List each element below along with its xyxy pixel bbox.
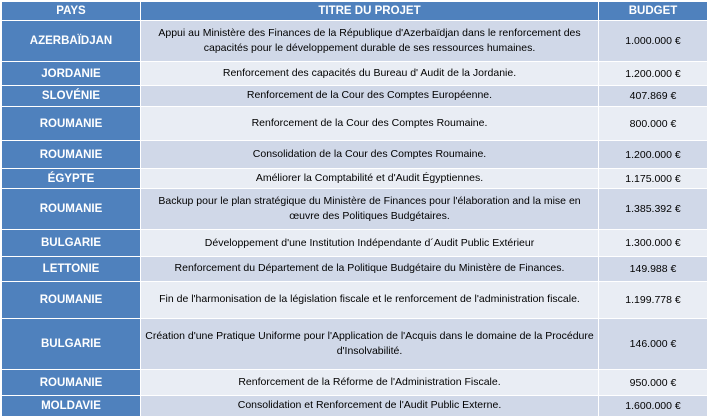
project-title-cell: Backup pour le plan stratégique du Ministère de Finances pour l'élaboration and la mise en œuvre des Politiques Budgétaires. — [141, 189, 598, 229]
project-title-cell: Création d'une Pratique Uniforme pour l'Application de l'Acquis dans le domaine de la Procédure d'Insolvabilité. — [141, 319, 598, 370]
budget-cell: 146.000 € — [599, 319, 707, 370]
table-row — [2, 189, 707, 229]
country-cell: ROUMANIE — [2, 282, 140, 318]
budget-cell: 1.300.000 € — [599, 230, 707, 256]
project-title-cell: Renforcement des capacités du Bureau d' Audit de la Jordanie. — [141, 62, 598, 84]
project-title-cell: Consolidation de la Cour des Comptes Roumaine. — [141, 141, 598, 168]
country-cell: SLOVÉNIE — [2, 86, 140, 106]
project-title-cell: Renforcement de la Cour des Comptes Européenne. — [141, 86, 598, 106]
country-cell: ROUMANIE — [2, 189, 140, 229]
table-row — [2, 86, 707, 106]
header-titre: TITRE DU PROJET — [141, 2, 598, 20]
country-cell: AZERBAÏDJAN — [2, 21, 140, 61]
budget-cell: 950.000 € — [599, 370, 707, 394]
budget-cell: 149.988 € — [599, 257, 707, 280]
country-cell: MOLDAVIE — [2, 396, 140, 416]
country-cell: LETTONIE — [2, 257, 140, 280]
table-row — [2, 230, 707, 256]
budget-cell: 800.000 € — [599, 107, 707, 140]
project-title-cell: Développement d'une Institution Indépendante d´Audit Public Extérieur — [141, 230, 598, 256]
budget-cell: 1.200.000 € — [599, 141, 707, 168]
budget-cell: 1.600.000 € — [599, 396, 707, 416]
budget-cell: 1.000.000 € — [599, 21, 707, 61]
project-title-cell: Appui au Ministère des Finances de la République d'Azerbaïdjan dans le renforcement des capacités pour le développement durable de ses ressources humaines. — [141, 21, 598, 61]
project-title-cell: Renforcement de la Cour des Comptes Roumaine. — [141, 107, 598, 140]
header-row — [2, 2, 707, 20]
budget-cell: 1.199.778 € — [599, 282, 707, 318]
country-cell: ROUMANIE — [2, 370, 140, 394]
table-row — [2, 62, 707, 84]
table-row — [2, 370, 707, 394]
budget-cell: 1.385.392 € — [599, 189, 707, 229]
header-pays: PAYS — [2, 2, 140, 20]
country-cell: ÉGYPTE — [2, 169, 140, 187]
project-title-cell: Consolidation et Renforcement de l'Audit Public Externe. — [141, 396, 598, 416]
table-row — [2, 396, 707, 416]
budget-cell: 1.200.000 € — [599, 62, 707, 84]
header-budget: BUDGET — [599, 2, 707, 20]
country-cell: ROUMANIE — [2, 107, 140, 140]
table-row — [2, 282, 707, 318]
project-title-cell: Renforcement du Département de la Politique Budgétaire du Ministère de Finances. — [141, 257, 598, 280]
country-cell: BULGARIE — [2, 230, 140, 256]
budget-cell: 407.869 € — [599, 86, 707, 106]
table-row — [2, 21, 707, 61]
table-row — [2, 169, 707, 187]
country-cell: BULGARIE — [2, 319, 140, 370]
project-title-cell: Améliorer la Comptabilité et d'Audit Égyptiennes. — [141, 169, 598, 187]
country-cell: JORDANIE — [2, 62, 140, 84]
table-row — [2, 319, 707, 370]
table-row — [2, 107, 707, 140]
table-row — [2, 257, 707, 280]
projects-table — [1, 1, 708, 417]
project-title-cell: Fin de l'harmonisation de la législation fiscale et le renforcement de l'administration fiscale. — [141, 282, 598, 318]
table-row — [2, 141, 707, 168]
country-cell: ROUMANIE — [2, 141, 140, 168]
project-title-cell: Renforcement de la Réforme de l'Administration Fiscale. — [141, 370, 598, 394]
budget-cell: 1.175.000 € — [599, 169, 707, 187]
